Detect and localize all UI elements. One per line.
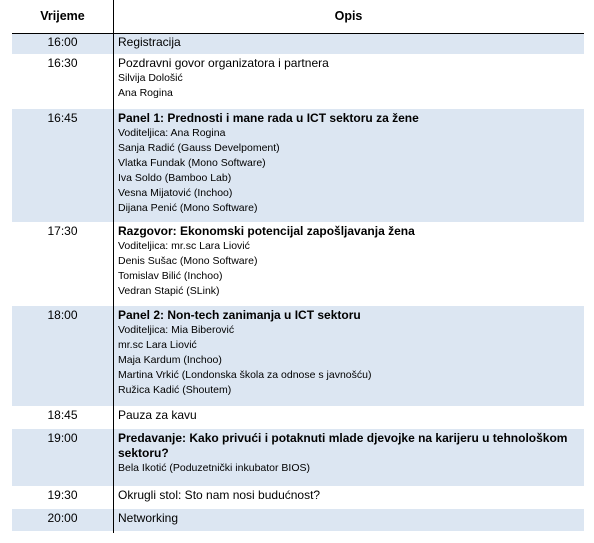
- table-header: [12, 0, 584, 33]
- row-time: 17:30: [47, 224, 78, 238]
- row-description: [118, 488, 580, 503]
- row-title: Panel 1: Prednosti i mane rada u ICT sektoru za žene: [118, 111, 419, 125]
- row-participant: Voditeljica: mr.sc Lara Liović: [118, 240, 250, 252]
- row-participant: Ana Rogina: [118, 87, 173, 99]
- row-participant: Tomislav Bilić (Inchoo): [118, 270, 223, 282]
- row-participant: Denis Sušac (Mono Software): [118, 255, 258, 267]
- row-participant: Ružica Kadić (Shoutem): [118, 384, 232, 396]
- row-participant: Vedran Stapić (SLink): [118, 285, 220, 297]
- schedule-row: [12, 33, 584, 54]
- schedule-row: [12, 306, 584, 406]
- row-time: 19:00: [47, 431, 78, 445]
- row-description: [118, 408, 580, 423]
- row-description: [118, 35, 580, 50]
- row-participant: mr.sc Lara Liović: [118, 339, 197, 351]
- schedule-row: [12, 54, 584, 109]
- row-title: Registracija: [118, 35, 181, 49]
- row-participant: Vesna Mijatović (Inchoo): [118, 187, 233, 199]
- schedule-row: [12, 429, 584, 486]
- row-participant: Silvija Dološić: [118, 72, 183, 84]
- column-divider: [113, 0, 114, 533]
- row-title: Okrugli stol: Sto nam nosi budućnost?: [118, 488, 321, 502]
- row-description: [118, 111, 580, 216]
- row-participant: Dijana Penić (Mono Software): [118, 202, 258, 214]
- row-participant: Vlatka Fundak (Mono Software): [118, 157, 266, 169]
- header-divider: [12, 33, 584, 34]
- row-time: 16:30: [47, 56, 78, 70]
- row-participant: Maja Kardum (Inchoo): [118, 354, 222, 366]
- row-time: 20:00: [47, 511, 78, 525]
- schedule-row: [12, 509, 584, 531]
- row-participant: Voditeljica: Mia Biberović: [118, 324, 235, 336]
- schedule-table: [12, 0, 584, 531]
- row-title: Panel 2: Non-tech zanimanja u ICT sektoru: [118, 308, 361, 322]
- row-participant: Iva Soldo (Bamboo Lab): [118, 172, 232, 184]
- row-title: Networking: [118, 511, 179, 525]
- row-participant: Voditeljica: Ana Rogina: [118, 127, 226, 139]
- schedule-row: [12, 406, 584, 429]
- row-time: 18:45: [47, 408, 78, 422]
- row-title: Pauza za kavu: [118, 408, 197, 422]
- row-time: 16:00: [47, 35, 78, 49]
- row-title: Pozdravni govor organizatora i partnera: [118, 56, 329, 70]
- schedule-row: [12, 486, 584, 509]
- row-description: [118, 224, 580, 299]
- row-time: 19:30: [47, 488, 78, 502]
- row-time: 18:00: [47, 308, 78, 322]
- row-description: [118, 511, 580, 526]
- row-participant: Sanja Radić (Gauss Develpoment): [118, 142, 280, 154]
- row-title: Predavanje: Kako privući i potaknuti mlade djevojke na karijeru u tehnološkom sektoru?: [118, 431, 568, 460]
- schedule-row: [12, 109, 584, 222]
- row-description: [118, 431, 580, 476]
- row-participant: Bela Ikotić (Poduzetnički inkubator BIOS): [118, 462, 311, 474]
- row-title: Razgovor: Ekonomski potencijal zapošljavanja žena: [118, 224, 415, 238]
- header-description: Opis: [334, 9, 363, 23]
- row-time: 16:45: [47, 111, 78, 125]
- header-time: Vrijeme: [40, 9, 85, 23]
- row-description: [118, 56, 580, 101]
- row-description: [118, 308, 580, 398]
- schedule-row: [12, 222, 584, 306]
- schedule-rows: [12, 33, 584, 531]
- row-participant: Martina Vrkić (Londonska škola za odnose s javnošću): [118, 369, 372, 381]
